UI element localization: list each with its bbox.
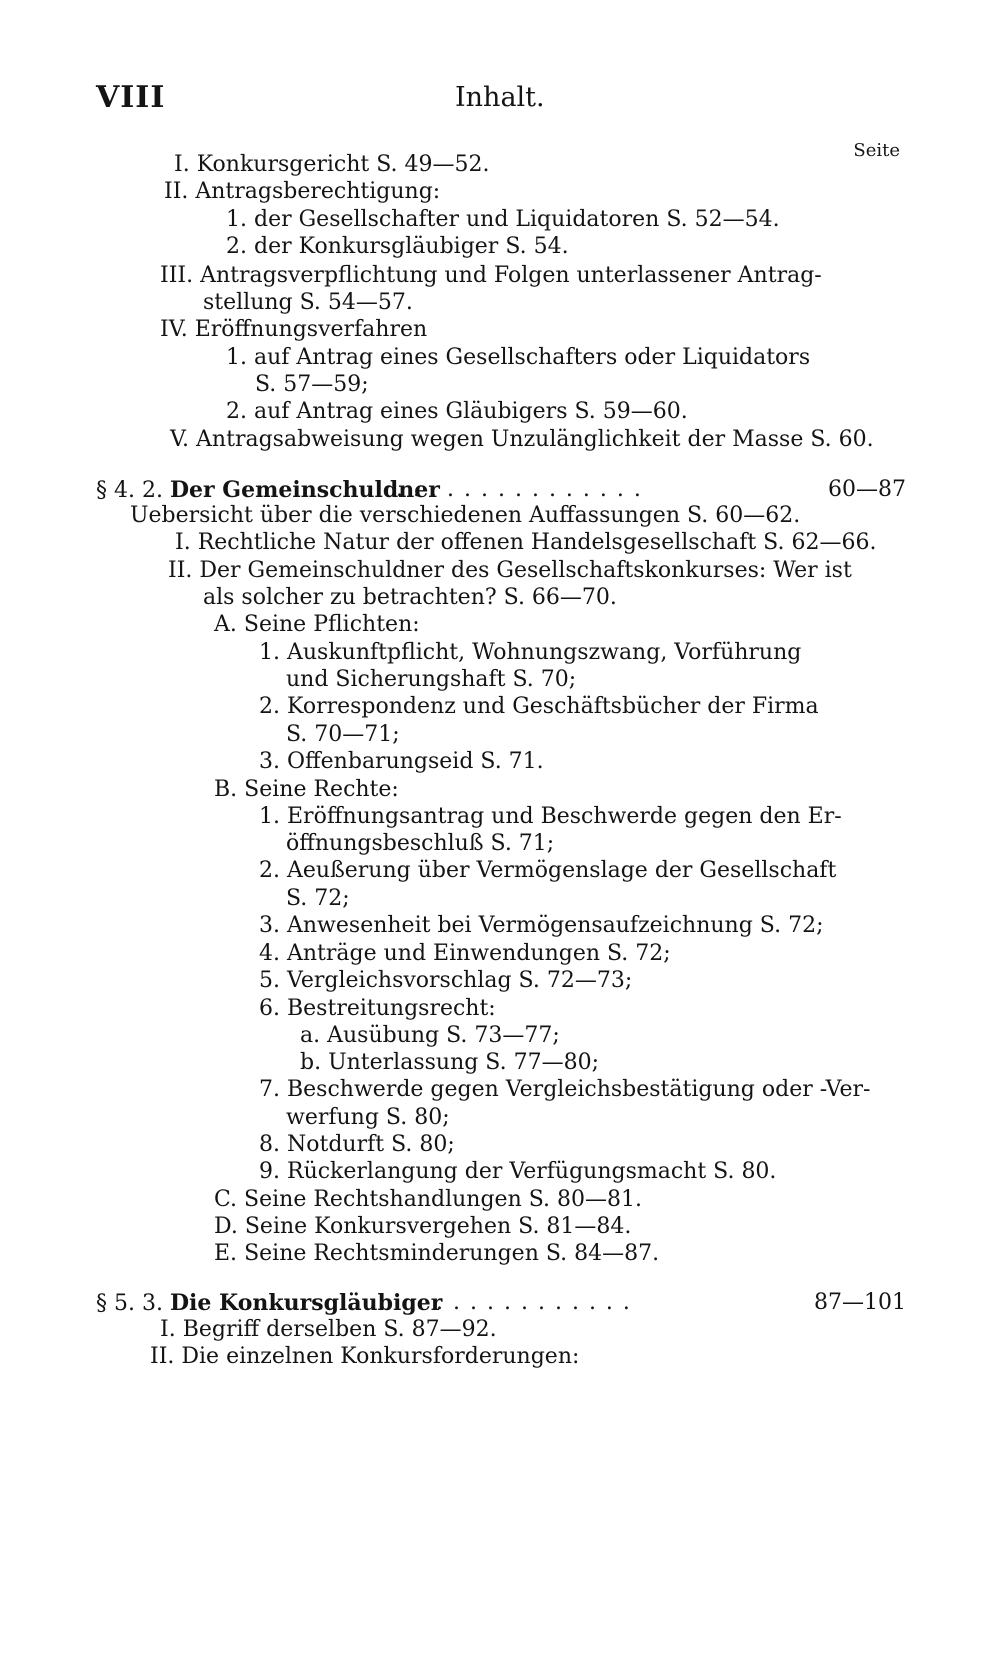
toc-entry: [130, 502, 800, 530]
entry-text: Seine Konkursvergehen S. 81—84.: [244, 1214, 632, 1239]
entry-text: stellung S. 54—57.: [203, 290, 413, 315]
toc-entry: [168, 557, 852, 585]
entry-text: Uebersicht über die verschiedenen Auffassungen S. 60—62.: [130, 503, 801, 528]
entry-text: Rechtliche Natur der offenen Handelsgesellschaft S. 62—66.: [197, 530, 877, 555]
toc-entry: [214, 1213, 631, 1241]
entry-text: Seine Rechtsminderungen S. 84—87.: [244, 1241, 660, 1266]
toc-entry: [175, 529, 876, 557]
entry-text: werfung S. 80;: [286, 1105, 450, 1130]
toc-entry: [160, 1316, 497, 1344]
entry-number: 3.: [259, 913, 280, 938]
toc-entry: [300, 1049, 599, 1077]
section-pages: 87—101: [814, 1290, 906, 1315]
toc-entry: [259, 940, 671, 968]
toc-entry: [286, 830, 554, 858]
entry-number: 1.: [226, 207, 247, 232]
section-prefix: § 4. 2.: [96, 478, 163, 503]
toc-entry: [160, 316, 427, 344]
entry-text: Rückerlangung der Verfügungsmacht S. 80.: [287, 1159, 777, 1184]
toc-entry: [226, 233, 569, 261]
entry-number: A.: [214, 612, 237, 637]
entry-text: Konkursgericht S. 49—52.: [196, 152, 490, 177]
page-number: VIII: [96, 80, 166, 115]
entry-text: S. 70—71;: [286, 722, 400, 747]
toc-entry: [300, 1022, 560, 1050]
entry-text: Der Gemeinschuldner des Gesellschaftskonkurses: Wer ist: [199, 558, 852, 583]
entry-text: Bestreitungsrecht:: [287, 996, 496, 1021]
entry-text: Antragsberechtigung:: [195, 179, 441, 204]
entry-text: Notdurft S. 80;: [287, 1132, 455, 1157]
entry-text: auf Antrag eines Gläubigers S. 59—60.: [254, 399, 688, 424]
entry-text: als solcher zu betrachten? S. 66—70.: [203, 585, 617, 610]
seite-column-label: Seite: [853, 140, 900, 161]
entry-text: Auskunftpflicht, Wohnungszwang, Vorführung: [287, 640, 802, 665]
toc-entry: [170, 426, 874, 454]
leader-dots: ...............: [396, 477, 651, 502]
toc-entry: [259, 1158, 776, 1186]
entry-number: I.: [160, 1317, 176, 1342]
toc-entry: [226, 398, 688, 426]
toc-entry: [164, 178, 440, 206]
toc-entry: [150, 1343, 579, 1371]
section-pages: 60—87: [828, 477, 906, 502]
entry-text: Eröffnungsantrag und Beschwerde gegen den Er-: [287, 804, 842, 829]
toc-entry: [174, 151, 490, 179]
entry-text: auf Antrag eines Gesellschafters oder Liquidators: [254, 345, 811, 370]
toc-entry: [286, 885, 350, 913]
entry-number: 6.: [259, 996, 280, 1021]
entry-text: Seine Pflichten:: [243, 612, 420, 637]
entry-number: 1.: [259, 804, 280, 829]
entry-text: Antragsverpflichtung und Folgen unterlassener Antrag-: [200, 263, 822, 288]
section-title: Die Konkursgläubiger: [169, 1290, 443, 1316]
toc-entry: [259, 693, 819, 721]
entry-number: 8.: [259, 1132, 280, 1157]
toc-entry: [255, 371, 369, 399]
toc-entry: [259, 967, 632, 995]
entry-number: V.: [170, 427, 190, 452]
toc-entry: [259, 1131, 455, 1159]
entry-text: Seine Rechte:: [244, 777, 399, 802]
entry-text: Offenbarungseid S. 71.: [287, 749, 544, 774]
entry-text: Seine Rechtshandlungen S. 80—81.: [244, 1187, 642, 1212]
toc-entry: [286, 721, 400, 749]
toc-entry: [214, 1186, 642, 1214]
entry-text: Ausübung S. 73—77;: [327, 1023, 560, 1048]
toc-entry: [214, 1240, 659, 1268]
entry-number: 2.: [259, 858, 280, 883]
entry-number: a.: [300, 1023, 321, 1048]
entry-text: S. 72;: [286, 886, 350, 911]
entry-number: B.: [214, 777, 238, 802]
entry-text: und Sicherungshaft S. 70;: [286, 667, 577, 692]
toc-entry: [286, 1104, 450, 1132]
entry-number: 1.: [226, 345, 247, 370]
toc-entry: [259, 748, 544, 776]
entry-number: D.: [214, 1214, 238, 1239]
entry-number: b.: [300, 1050, 322, 1075]
toc-entry: [259, 803, 842, 831]
toc-entry: [214, 611, 420, 639]
entry-text: der Konkursgläubiger S. 54.: [254, 234, 569, 259]
toc-entry: [259, 639, 801, 667]
section-heading-5: [96, 1287, 906, 1319]
entry-text: Unterlassung S. 77—80;: [328, 1050, 599, 1075]
entry-number: 1.: [259, 640, 280, 665]
entry-number: 9.: [259, 1159, 280, 1184]
entry-number: 2.: [226, 234, 247, 259]
toc-entry: [214, 776, 399, 804]
toc-entry: [203, 289, 413, 317]
toc-entry: [259, 995, 496, 1023]
entry-text: Beschwerde gegen Vergleichsbestätigung oder -Ver-: [287, 1077, 871, 1102]
entry-number: II.: [164, 179, 189, 204]
entry-number: C.: [214, 1187, 238, 1212]
section-title: Der Gemeinschuldner: [169, 477, 440, 503]
entry-text: Anwesenheit bei Vermögensaufzeichnung S. 72;: [287, 913, 824, 938]
entry-text: Aeußerung über Vermögenslage der Gesellschaft: [287, 858, 837, 883]
entry-number: II.: [150, 1344, 175, 1369]
toc-entry: [286, 666, 576, 694]
entry-text: öffnungsbeschluß S. 71;: [286, 831, 555, 856]
section-prefix: § 5. 3.: [96, 1291, 163, 1316]
entry-number: I.: [175, 530, 191, 555]
entry-number: 4.: [259, 941, 280, 966]
toc-entry: [226, 206, 780, 234]
entry-text: Korrespondenz und Geschäftsbücher der Firma: [287, 694, 819, 719]
leader-dots: ............: [436, 1290, 640, 1315]
entry-text: der Gesellschafter und Liquidatoren S. 52—54.: [254, 207, 780, 232]
entry-text: Die einzelnen Konkursforderungen:: [181, 1344, 580, 1369]
entry-number: IV.: [160, 317, 188, 342]
entry-number: II.: [168, 558, 193, 583]
entry-text: Vergleichsvorschlag S. 72—73;: [287, 968, 633, 993]
entry-number: E.: [214, 1241, 238, 1266]
toc-entry: [259, 1076, 870, 1104]
entry-text: Begriff derselben S. 87—92.: [182, 1317, 497, 1342]
entry-number: 5.: [259, 968, 280, 993]
entry-number: I.: [174, 152, 190, 177]
toc-entry: [160, 262, 822, 290]
entry-number: III.: [160, 263, 194, 288]
entry-text: Anträge und Einwendungen S. 72;: [287, 941, 671, 966]
entry-text: Antragsabweisung wegen Unzulänglichkeit der Masse S. 60.: [196, 427, 874, 452]
entry-number: 2.: [259, 694, 280, 719]
entry-text: S. 57—59;: [255, 372, 369, 397]
toc-entry: [203, 584, 617, 612]
entry-text: Eröffnungsverfahren: [194, 317, 428, 342]
entry-number: 2.: [226, 399, 247, 424]
toc-entry: [259, 912, 823, 940]
toc-entry: [226, 344, 810, 372]
entry-number: 7.: [259, 1077, 280, 1102]
running-title: Inhalt.: [455, 82, 545, 113]
entry-number: 3.: [259, 749, 280, 774]
toc-entry: [259, 857, 836, 885]
